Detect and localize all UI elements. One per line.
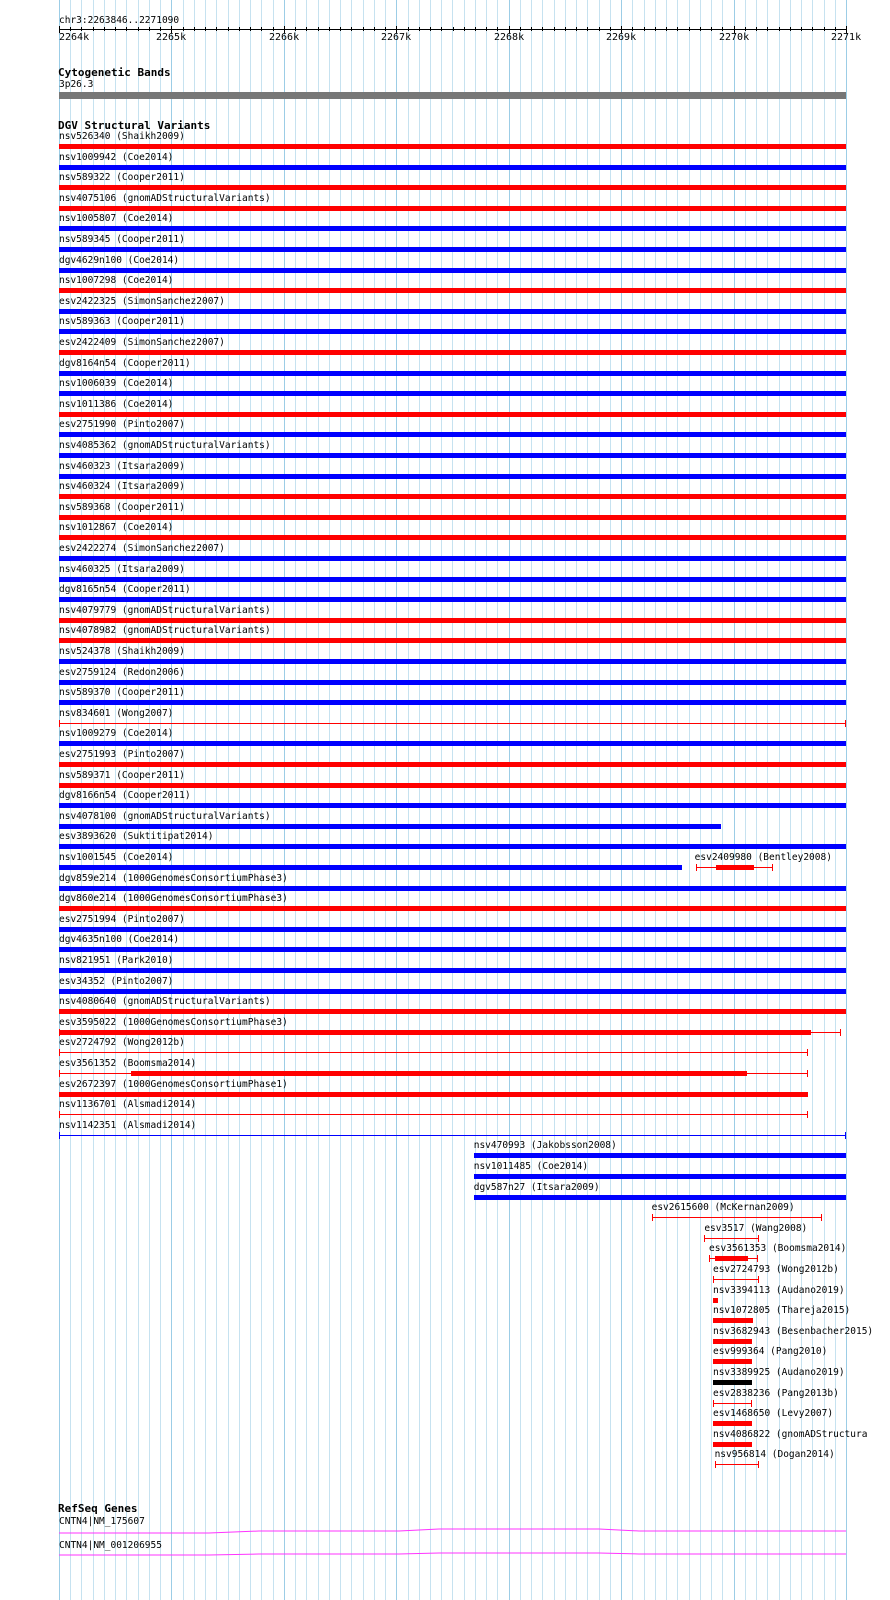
gene-model-cntn4-nm-175607[interactable] (59, 1527, 846, 1539)
variant-feature[interactable] (59, 597, 846, 602)
ruler-minor-tick (835, 27, 836, 31)
variant-feature[interactable] (704, 1238, 758, 1239)
variant-label[interactable]: nsv1011485 (Coe2014) (473, 1161, 589, 1172)
variant-feature[interactable] (696, 867, 773, 868)
ruler-minor-tick (216, 27, 217, 31)
variant-feature[interactable] (713, 1339, 752, 1344)
gene-label: CNTN4|NM_001206955 (59, 1540, 162, 1551)
ruler-tick-label: 2271k (831, 32, 862, 43)
variant-label[interactable]: nsv1001545 (Coe2014) (59, 852, 174, 863)
ruler-minor-tick (812, 27, 813, 31)
ruler-minor-tick (430, 27, 431, 31)
gridline (655, 0, 656, 1600)
gridline (295, 0, 296, 1600)
gridline (452, 0, 453, 1600)
gridline (250, 0, 251, 1600)
variant-feature[interactable] (59, 1009, 846, 1014)
variant-label[interactable]: nsv3682943 (Besenbacher2015) (712, 1325, 874, 1337)
gridline (396, 0, 397, 1600)
variant-label[interactable]: esv2422325 (SimonSanchez2007) (59, 295, 225, 307)
ruler-minor-tick (374, 27, 375, 31)
variant-label[interactable]: nsv589363 (Cooper2011) (59, 316, 185, 328)
ruler-minor-tick (115, 27, 116, 31)
gridline (194, 0, 195, 1600)
variant-label[interactable]: dgv860e214 (1000GenomesConsortiumPhase3) (59, 893, 288, 905)
gridline (318, 0, 319, 1600)
ruler-minor-tick (576, 27, 577, 31)
variant-label[interactable]: nsv1142351 (Alsmadi2014) (59, 1119, 197, 1131)
variant-feature[interactable] (59, 268, 846, 273)
ruler-minor-tick (306, 27, 307, 31)
variant-feature[interactable] (709, 1258, 758, 1259)
ruler-minor-tick (779, 27, 780, 31)
ruler-minor-tick (351, 27, 352, 31)
variant-feature[interactable] (59, 371, 846, 376)
ruler-minor-tick (565, 27, 566, 31)
gridline (464, 0, 465, 1600)
variant-label[interactable]: esv2724793 (Wong2012b) (712, 1264, 839, 1275)
ruler-minor-tick (340, 27, 341, 31)
ruler-minor-tick (149, 27, 150, 31)
gridline (306, 0, 307, 1600)
ruler-minor-tick (419, 27, 420, 31)
ruler-tick-label: 2269k (606, 32, 637, 43)
variant-feature[interactable] (59, 144, 846, 149)
variant-feature[interactable] (59, 824, 721, 829)
dgv-track-title: DGV Structural Variants (58, 119, 211, 132)
gridline (644, 0, 645, 1600)
variant-label[interactable]: nsv1009279 (Coe2014) (59, 728, 174, 740)
variant-label[interactable]: nsv1012867 (Coe2014) (59, 522, 174, 534)
variant-label[interactable]: dgv8164n54 (Cooper2011) (59, 357, 191, 369)
gridline (228, 0, 229, 1600)
variant-label[interactable]: esv2724792 (Wong2012b) (59, 1037, 185, 1049)
ruler-minor-tick (599, 27, 600, 31)
variant-label[interactable]: nsv460323 (Itsara2009) (59, 460, 185, 472)
gridline (239, 0, 240, 1600)
ruler-minor-tick (138, 27, 139, 31)
variant-feature[interactable] (713, 1318, 753, 1323)
variant-label[interactable]: esv2422274 (SimonSanchez2007) (59, 543, 225, 554)
variant-label[interactable]: nsv4086822 (gnomADStructura (712, 1428, 868, 1440)
gridline (261, 0, 262, 1600)
variant-label[interactable]: esv1468650 (Levy2007) (712, 1408, 834, 1420)
gridline (520, 0, 521, 1600)
ruler-minor-tick (520, 27, 521, 31)
ruler-minor-tick (385, 27, 386, 31)
variant-feature[interactable] (59, 1135, 846, 1136)
variant-feature[interactable] (59, 680, 846, 685)
variant-label[interactable]: esv2409980 (Bentley2008) (694, 852, 832, 863)
ruler-minor-tick (677, 27, 678, 31)
ruler-minor-tick (756, 27, 757, 31)
ruler-minor-tick (318, 27, 319, 31)
gridline (509, 0, 510, 1600)
ruler-minor-tick (542, 27, 543, 31)
cytoband-bar[interactable] (59, 92, 846, 99)
variant-label[interactable]: nsv956814 (Dogan2014) (714, 1449, 835, 1461)
variant-feature[interactable] (59, 968, 846, 973)
ruler-minor-tick (273, 27, 274, 31)
cytoband-track-title: Cytogenetic Bands (58, 66, 171, 79)
ruler-minor-tick (239, 27, 240, 31)
ruler-minor-tick (610, 27, 611, 31)
ruler-minor-tick (453, 27, 454, 31)
ruler-minor-tick (93, 27, 94, 31)
variant-feature[interactable] (59, 659, 846, 664)
ruler-minor-tick (261, 27, 262, 31)
variant-label[interactable]: nsv589368 (Cooper2011) (59, 501, 185, 513)
gridline (531, 0, 532, 1600)
variant-feature[interactable] (59, 350, 846, 355)
variant-label[interactable]: nsv821951 (Park2010) (59, 955, 174, 966)
gridline (351, 0, 352, 1600)
ruler-minor-tick (745, 27, 746, 31)
gridline (587, 0, 588, 1600)
variant-feature[interactable] (59, 927, 846, 932)
ruler-minor-tick (632, 27, 633, 31)
variant-label[interactable]: nsv524378 (Shaikh2009) (59, 646, 185, 657)
gridline (565, 0, 566, 1600)
ruler-minor-tick (531, 27, 532, 31)
variant-label[interactable]: nsv470993 (Jakobsson2008) (473, 1140, 617, 1152)
variant-label[interactable]: esv3893620 (Suktitipat2014) (59, 831, 214, 843)
gridline (329, 0, 330, 1600)
ruler-minor-tick (767, 27, 768, 31)
variant-label[interactable]: nsv1006039 (Coe2014) (59, 378, 174, 390)
ruler-minor-tick (70, 27, 71, 31)
variant-label[interactable]: esv2422409 (SimonSanchez2007) (59, 337, 225, 348)
ruler-minor-tick (160, 27, 161, 31)
coordinates-label: chr3:2263846..2271090 (59, 15, 180, 26)
gridline (430, 0, 431, 1600)
gene-model-cntn4-nm-001206955[interactable] (59, 1550, 846, 1560)
variant-feature[interactable] (713, 1403, 752, 1404)
cytoband-label: 3p26.3 (59, 79, 94, 90)
variant-feature[interactable] (59, 1114, 808, 1115)
gridline (441, 0, 442, 1600)
variant-label[interactable]: dgv859e214 (1000GenomesConsortiumPhase3) (59, 872, 288, 884)
variant-label[interactable]: esv999364 (Pang2010) (712, 1346, 828, 1358)
variant-label[interactable]: dgv8165n54 (Cooper2011) (59, 584, 191, 596)
variant-label[interactable]: esv2838236 (Pang2013b) (712, 1387, 839, 1399)
variant-label[interactable]: nsv1011386 (Coe2014) (59, 398, 174, 410)
ruler-minor-tick (722, 27, 723, 31)
ruler-minor-tick (194, 27, 195, 31)
variant-feature[interactable] (474, 1153, 846, 1158)
gridline (374, 0, 375, 1600)
variant-label[interactable]: nsv1005807 (Coe2014) (59, 213, 174, 225)
variant-feature[interactable] (59, 288, 846, 293)
ruler-minor-tick (329, 27, 330, 31)
variant-feature[interactable] (59, 391, 846, 396)
ruler-minor-tick (104, 27, 105, 31)
variant-feature[interactable] (59, 247, 846, 252)
variant-label[interactable]: nsv3394113 (Audano2019) (712, 1284, 845, 1296)
variant-label[interactable]: esv3561352 (Boomsma2014) (59, 1058, 197, 1069)
variant-label[interactable]: nsv1072805 (Thareja2015) (712, 1305, 851, 1317)
variant-feature[interactable] (59, 432, 846, 437)
variant-label[interactable]: nsv1007298 (Coe2014) (59, 275, 174, 287)
ruler-minor-tick (497, 27, 498, 31)
variant-label[interactable]: nsv4079779 (gnomADStructuralVariants) (59, 604, 271, 616)
variant-feature[interactable] (59, 474, 846, 479)
ruler-tick-label: 2270k (719, 32, 750, 43)
ruler-minor-tick (801, 27, 802, 31)
variant-label[interactable]: nsv1009942 (Coe2014) (59, 151, 174, 163)
variant-label[interactable]: dgv4629n100 (Coe2014) (59, 254, 180, 266)
gridline (576, 0, 577, 1600)
gridline (554, 0, 555, 1600)
gridline (340, 0, 341, 1600)
variant-feature[interactable] (59, 803, 846, 808)
variant-feature[interactable] (59, 226, 846, 231)
ruler-minor-tick (464, 27, 465, 31)
position-ruler[interactable] (59, 29, 862, 47)
ruler-tick-label: 2265k (156, 32, 187, 43)
ruler-minor-tick (689, 27, 690, 31)
gridline (689, 0, 690, 1600)
variant-feature[interactable] (59, 577, 846, 582)
variant-label[interactable]: nsv4085362 (gnomADStructuralVariants) (59, 440, 271, 451)
gridline (801, 0, 802, 1600)
variant-label[interactable]: nsv834601 (Wong2007) (59, 707, 174, 719)
variant-label[interactable]: nsv526340 (Shaikh2009) (59, 131, 185, 142)
variant-label[interactable]: nsv4078982 (gnomADStructuralVariants) (59, 625, 271, 637)
variant-label[interactable]: esv3595022 (1000GenomesConsortiumPhase3) (59, 1016, 288, 1028)
gridline (216, 0, 217, 1600)
gridline (677, 0, 678, 1600)
variant-label[interactable]: esv2751994 (Pinto2007) (59, 913, 185, 925)
ruler-tick-label: 2268k (494, 32, 525, 43)
ruler-minor-tick (666, 27, 667, 31)
gridline (846, 0, 847, 1600)
variant-feature[interactable] (715, 1464, 759, 1465)
ruler-minor-tick (408, 27, 409, 31)
gridline (419, 0, 420, 1600)
variant-feature[interactable] (474, 1195, 846, 1200)
gridline (700, 0, 701, 1600)
variant-feature[interactable] (59, 762, 846, 767)
gridline (610, 0, 611, 1600)
ruler-minor-tick (824, 27, 825, 31)
ruler-minor-tick (790, 27, 791, 31)
gridline (812, 0, 813, 1600)
variant-feature[interactable] (59, 329, 846, 334)
variant-label[interactable]: nsv589371 (Cooper2011) (59, 769, 185, 781)
variant-label[interactable]: nsv1136701 (Alsmadi2014) (59, 1099, 197, 1111)
ruler-minor-tick (126, 27, 127, 31)
gridline (835, 0, 836, 1600)
gridline (756, 0, 757, 1600)
variant-feature[interactable] (59, 206, 846, 211)
variant-label[interactable]: nsv589322 (Cooper2011) (59, 172, 185, 184)
variant-label[interactable]: esv34352 (Pinto2007) (59, 975, 174, 987)
variant-feature[interactable] (59, 556, 846, 561)
variant-label[interactable]: esv2672397 (1000GenomesConsortiumPhase1) (59, 1078, 288, 1090)
ruler-tick-label: 2264k (59, 32, 90, 43)
ruler-minor-tick (587, 27, 588, 31)
ruler-minor-tick (441, 27, 442, 31)
variant-label[interactable]: nsv589370 (Cooper2011) (59, 687, 185, 699)
variant-label[interactable]: esv2759124 (Redon2006) (59, 666, 185, 678)
gridline (408, 0, 409, 1600)
variant-feature[interactable] (59, 1052, 808, 1053)
variant-label[interactable]: nsv589345 (Cooper2011) (59, 234, 185, 245)
ruler-minor-tick (486, 27, 487, 31)
variant-feature[interactable] (59, 906, 846, 911)
variant-label[interactable]: esv2751993 (Pinto2007) (59, 749, 185, 760)
gridline (205, 0, 206, 1600)
ruler-minor-tick (711, 27, 712, 31)
variant-feature[interactable] (59, 741, 846, 746)
variant-feature[interactable] (59, 309, 846, 314)
ruler-minor-tick (644, 27, 645, 31)
variant-label[interactable]: esv3517 (Wang2008) (704, 1222, 808, 1234)
variant-feature[interactable] (713, 1442, 752, 1447)
variant-label[interactable]: nsv3389925 (Audano2019) (712, 1367, 845, 1378)
gridline (767, 0, 768, 1600)
ruler-minor-tick (250, 27, 251, 31)
variant-feature[interactable] (59, 535, 846, 540)
variant-label[interactable]: nsv4078100 (gnomADStructuralVariants) (59, 810, 271, 822)
gridline (497, 0, 498, 1600)
variant-feature[interactable] (713, 1279, 759, 1280)
variant-label[interactable]: nsv4080640 (gnomADStructuralVariants) (59, 996, 271, 1008)
gridline (824, 0, 825, 1600)
ruler-minor-tick (655, 27, 656, 31)
variant-feature[interactable] (59, 165, 846, 170)
variant-feature[interactable] (59, 886, 846, 891)
variant-feature[interactable] (713, 1380, 752, 1385)
variant-feature[interactable] (59, 453, 846, 458)
variant-feature[interactable] (713, 1359, 752, 1364)
gridline (666, 0, 667, 1600)
ruler-minor-tick (363, 27, 364, 31)
ruler-minor-tick (554, 27, 555, 31)
variant-feature[interactable] (713, 1421, 752, 1426)
ruler-minor-tick (475, 27, 476, 31)
variant-feature[interactable] (59, 989, 846, 994)
ruler-tick-label: 2266k (269, 32, 300, 43)
gridline (475, 0, 476, 1600)
ruler-minor-tick (295, 27, 296, 31)
variant-feature[interactable] (59, 947, 846, 952)
ruler-minor-tick (700, 27, 701, 31)
variant-label[interactable]: nsv460324 (Itsara2009) (59, 481, 185, 493)
ruler-minor-tick (81, 27, 82, 31)
gridline (779, 0, 780, 1600)
variant-label[interactable]: nsv4075106 (gnomADStructuralVariants) (59, 192, 271, 204)
ruler-minor-tick (205, 27, 206, 31)
gridline (273, 0, 274, 1600)
variant-label[interactable]: esv2615600 (McKernan2009) (651, 1202, 795, 1214)
variant-feature[interactable] (59, 700, 846, 705)
refseq-track-title: RefSeq Genes (58, 1502, 138, 1515)
variant-feature[interactable] (59, 723, 846, 724)
variant-feature[interactable] (59, 412, 846, 417)
variant-feature[interactable] (59, 1032, 841, 1033)
variant-feature[interactable] (59, 515, 846, 520)
variant-label[interactable]: esv3561353 (Boomsma2014) (709, 1243, 847, 1255)
gridline (711, 0, 712, 1600)
gridline (284, 0, 285, 1600)
variant-feature[interactable] (59, 783, 846, 788)
variant-label[interactable]: dgv4635n100 (Coe2014) (59, 934, 180, 946)
variant-label[interactable]: dgv8166n54 (Cooper2011) (59, 790, 191, 802)
variant-feature[interactable] (59, 865, 682, 870)
gridline (621, 0, 622, 1600)
gridline (790, 0, 791, 1600)
variant-feature[interactable] (59, 638, 846, 643)
variant-feature[interactable] (652, 1217, 822, 1218)
variant-feature[interactable] (59, 1073, 808, 1074)
ruler-minor-tick (183, 27, 184, 31)
ruler-minor-tick (228, 27, 229, 31)
variant-feature[interactable] (59, 494, 846, 499)
gene-label: CNTN4|NM_175607 (59, 1516, 145, 1527)
gridline (542, 0, 543, 1600)
gridline (599, 0, 600, 1600)
gridline (486, 0, 487, 1600)
gridline (632, 0, 633, 1600)
variant-feature[interactable] (59, 618, 846, 623)
variant-label[interactable]: dgv587n27 (Itsara2009) (473, 1181, 600, 1193)
variant-feature[interactable] (59, 1092, 808, 1097)
variant-feature[interactable] (713, 1298, 719, 1303)
variant-feature[interactable] (474, 1174, 846, 1179)
gridline (385, 0, 386, 1600)
variant-feature[interactable] (59, 185, 846, 190)
variant-feature[interactable] (59, 844, 846, 849)
ruler-tick-label: 2267k (381, 32, 412, 43)
variant-label[interactable]: esv2751990 (Pinto2007) (59, 419, 185, 431)
variant-label[interactable]: nsv460325 (Itsara2009) (59, 563, 185, 575)
gridline (363, 0, 364, 1600)
